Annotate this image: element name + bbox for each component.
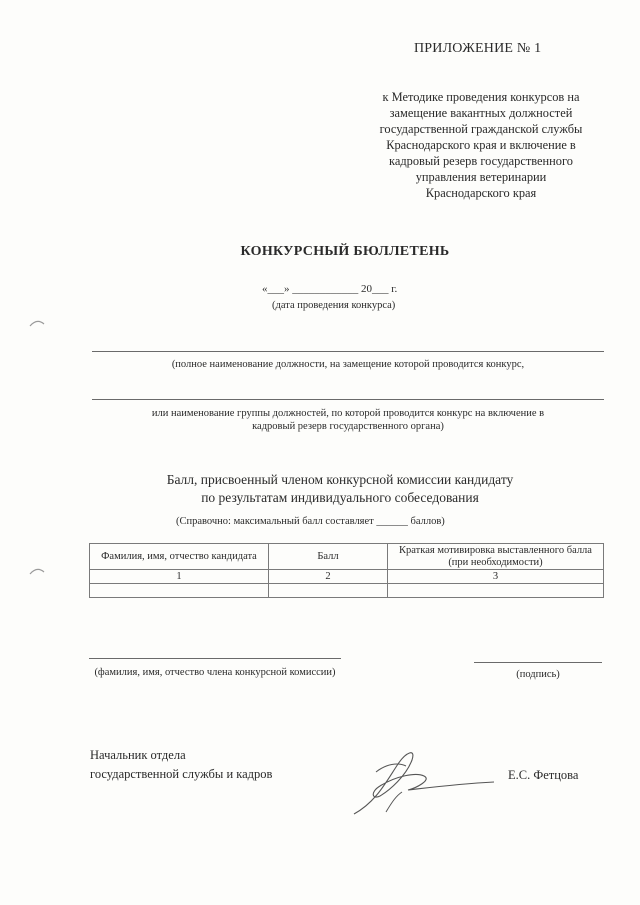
position-group-caption-line: кадровый резерв государственного органа) bbox=[252, 421, 444, 432]
score-heading-line: Балл, присвоенный членом конкурсной комиссии кандидату bbox=[166, 472, 514, 487]
signature-caption: (подпись) bbox=[516, 669, 560, 680]
signer-name: Е.С. Фетцова bbox=[508, 768, 579, 782]
score-section-heading bbox=[130, 471, 550, 507]
column-header-score: Балл bbox=[269, 544, 388, 570]
score-cell[interactable] bbox=[269, 584, 388, 598]
appendix-reference bbox=[350, 89, 612, 201]
score-table bbox=[89, 543, 604, 598]
motivation-cell[interactable] bbox=[388, 584, 604, 598]
document-title: КОНКУРСНЫЙ БЮЛЛЕТЕНЬ bbox=[240, 244, 450, 259]
signer-position bbox=[90, 746, 272, 784]
table-numbering-row bbox=[90, 570, 604, 584]
position-group-fill-line bbox=[92, 399, 604, 400]
member-name-line bbox=[89, 658, 341, 659]
punch-hole-mark bbox=[28, 566, 46, 576]
max-score-note: (Справочно: максимальный балл составляет ______ баллов) bbox=[176, 516, 445, 527]
appendix-line: Краснодарского края bbox=[425, 186, 537, 200]
appendix-line: Краснодарского края и включение в bbox=[386, 138, 576, 152]
appendix-line: кадровый резерв государственного bbox=[389, 154, 573, 168]
signature-line bbox=[474, 662, 602, 663]
candidate-name-cell[interactable] bbox=[90, 584, 269, 598]
table-header-row bbox=[90, 544, 604, 570]
column-number: 3 bbox=[388, 570, 604, 584]
signer-position-line: Начальник отдела bbox=[90, 748, 186, 762]
column-number: 2 bbox=[269, 570, 388, 584]
contest-date-caption: (дата проведения конкурса) bbox=[272, 300, 396, 311]
appendix-line: государственной гражданской службы bbox=[379, 122, 583, 136]
position-fill-line bbox=[92, 351, 604, 352]
table-row bbox=[90, 584, 604, 598]
column-number: 1 bbox=[90, 570, 269, 584]
member-name-caption: (фамилия, имя, отчество члена конкурсной комиссии) bbox=[94, 667, 336, 678]
column-header-candidate: Фамилия, имя, отчество кандидата bbox=[90, 544, 269, 570]
appendix-line: замещение вакантных должностей bbox=[389, 106, 573, 120]
contest-date-field: «___» ____________ 20___ г. bbox=[262, 283, 398, 295]
signer-position-line: государственной службы и кадров bbox=[90, 767, 273, 781]
appendix-line: управления ветеринарии bbox=[415, 170, 547, 184]
position-group-caption bbox=[92, 407, 604, 433]
score-heading-line: по результатам индивидуального собеседования bbox=[201, 490, 479, 505]
punch-hole-mark bbox=[28, 318, 46, 328]
column-header-motivation: Краткая мотивировка выставленного балла (при необходимости) bbox=[388, 544, 604, 570]
appendix-title: ПРИЛОЖЕНИЕ № 1 bbox=[414, 41, 542, 56]
position-group-caption-line: или наименование группы должностей, по которой проводится конкурс на включение в bbox=[151, 408, 545, 419]
position-caption: (полное наименование должности, на замещение которой проводится конкурс, bbox=[171, 359, 525, 370]
handwritten-signature bbox=[346, 742, 496, 822]
appendix-line: к Методике проведения конкурсов на bbox=[382, 90, 580, 104]
